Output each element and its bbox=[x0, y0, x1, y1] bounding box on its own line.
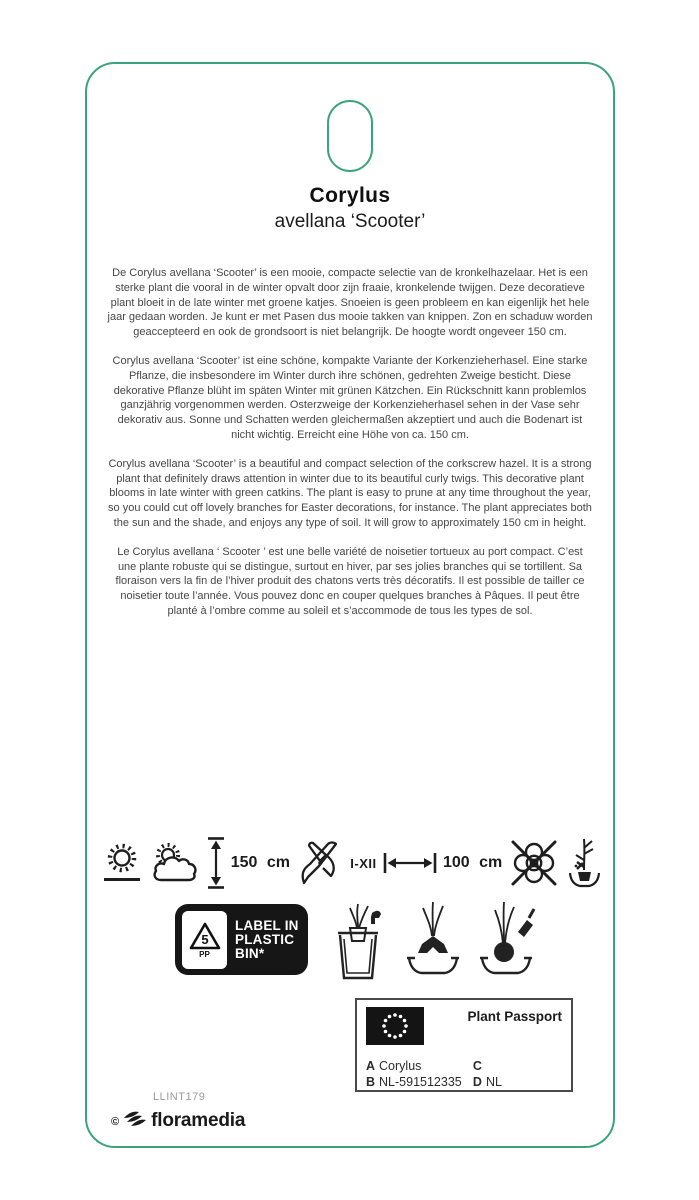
copyright-mark: © bbox=[111, 1115, 120, 1128]
passport-row-1 bbox=[366, 1059, 562, 1073]
pruning-attribute bbox=[295, 837, 376, 889]
passport-field-c bbox=[473, 1059, 562, 1073]
width-value: 100 cm bbox=[442, 854, 503, 871]
planting-instructions-row bbox=[175, 904, 553, 994]
bareroot-bowl-icon bbox=[405, 900, 461, 984]
description-paragraph-de: Corylus avellana ‘Scooter’ ist eine schöne, kompakte Variante der Korkenzieherhasel. Eine starke Pflanze, die insbesondere im Winter durch ihre schönen, gedrehten Zweige besticht. Diese dekorative Pflanze blüht im späten Winter mit grünen Kätzchen. Ein Rückschnitt kann problemlos ganzjährig vorgenommen werden. Osterzweige der Korkenzieherhasel sehen in der Vase sehr dekorativ aus. Sonne und Schatten werden gleichermaßen akzeptiert und auch die Bodenart ist nicht wichtig. Erreicht eine Höhe von ca. 150 cm. bbox=[112, 354, 588, 441]
partial-shade-icon bbox=[150, 841, 200, 885]
care-icons-row bbox=[99, 830, 601, 896]
description-paragraph-en: Corylus avellana ‘Scooter’ is a beautiful and compact selection of the corkscrew hazel. It is a strong plant that definitely draws attention in winter due to its beautiful curly twigs. This decorative plant blooms in late winter with green catkins. The plant is easy to prune at any time throughout the year, so you could cut off lovely branches for Easter decorations, for instance. The plant appreciates both the sun and the shade, and enjoys any type of soil. It will grow to approximately 150 cm in height. bbox=[108, 457, 592, 529]
title-block bbox=[87, 184, 613, 233]
passport-header bbox=[366, 1007, 562, 1050]
planting-pictograms bbox=[328, 900, 536, 984]
width-arrow-icon bbox=[382, 851, 438, 875]
description-paragraph-nl: De Corylus avellana ‘Scooter’ is een mooie, compacte selectie van de kronkelhazelaar. Het is een sterke plant die vooral in de winter opvalt door zijn fraaie, kronkelende twijgen. Deze decoratieve plant bloeit in de late winter met groene katjes. Snoeien is geen probleem en kan eigenlijk het hele jaar gedaan worden. Je kunt er met Pasen dus mooie takken van knippen. Zon en schaduw worden geaccepteerd en ook de grondsoort is niet belangrijk. De hoogte wordt ongeveer 150 cm. bbox=[107, 267, 593, 339]
passport-field-a bbox=[366, 1059, 473, 1073]
plant-label-card bbox=[85, 62, 615, 1148]
passport-fields bbox=[366, 1059, 562, 1089]
brand-name: floramedia bbox=[151, 1109, 246, 1131]
passport-label-c: C bbox=[472, 1059, 482, 1073]
cut-twig-icon bbox=[565, 836, 601, 890]
passport-row-2 bbox=[366, 1075, 562, 1089]
recycling-symbol bbox=[182, 911, 227, 969]
passport-label-a: A bbox=[366, 1059, 376, 1073]
pruning-months-value: I-XII bbox=[350, 855, 377, 871]
recycle-line-2: PLASTIC bbox=[235, 931, 295, 947]
recycle-code-glyph: 5 bbox=[200, 931, 209, 947]
page-title: Corylus bbox=[309, 184, 391, 207]
height-arrow-icon bbox=[206, 836, 226, 890]
passport-title: Plant Passport bbox=[467, 1009, 562, 1024]
passport-field-b bbox=[366, 1075, 473, 1089]
pruning-shears-icon bbox=[295, 837, 345, 889]
soak-bucket-icon bbox=[328, 900, 388, 984]
no-flower-icon bbox=[508, 837, 560, 889]
plant-passport-box bbox=[355, 998, 573, 1092]
passport-value-d: NL bbox=[485, 1075, 502, 1089]
eu-flag-icon bbox=[366, 1007, 424, 1050]
passport-label-d: D bbox=[472, 1075, 482, 1089]
recycle-line-3: BIN* bbox=[235, 945, 265, 961]
passport-value-b: NL-591512335 bbox=[379, 1075, 462, 1089]
height-attribute bbox=[206, 836, 290, 890]
print-code: LLINT179 bbox=[153, 1091, 206, 1103]
floramedia-leaf-icon bbox=[123, 1109, 147, 1132]
width-attribute bbox=[382, 851, 502, 875]
brand-logo bbox=[111, 1109, 245, 1132]
page-subtitle: avellana ‘Scooter’ bbox=[274, 211, 426, 232]
description-section bbox=[107, 266, 593, 633]
plant-trowel-icon bbox=[478, 900, 536, 984]
passport-label-b: B bbox=[366, 1075, 376, 1089]
passport-field-d bbox=[473, 1075, 562, 1089]
hang-hole bbox=[327, 100, 373, 172]
passport-value-a: Corylus bbox=[379, 1059, 422, 1073]
recycle-badge bbox=[175, 904, 308, 975]
recycle-line-1: LABEL IN bbox=[235, 917, 299, 933]
recycle-material: PP bbox=[199, 949, 210, 959]
recycle-text bbox=[235, 919, 299, 961]
height-value: 150 cm bbox=[230, 854, 290, 871]
description-paragraph-fr: Le Corylus avellana ‘ Scooter ’ est une belle variété de noisetier tortueux au port compact. C’est une plante robuste qui se distingue, surtout en hiver, par ses jolies branches qui se tortillent. Sa floraison vers la fin de l’hiver produit des chatons verts très décoratifs. Il est possible de tailler ce noisetier toute l’année. Vous pouvez donc en couper quelques branches à Pâques. Il peut être planté à l’ombre comme au soleil et s’accommode de tous les types de sol. bbox=[115, 545, 585, 617]
full-sun-icon bbox=[99, 841, 145, 885]
